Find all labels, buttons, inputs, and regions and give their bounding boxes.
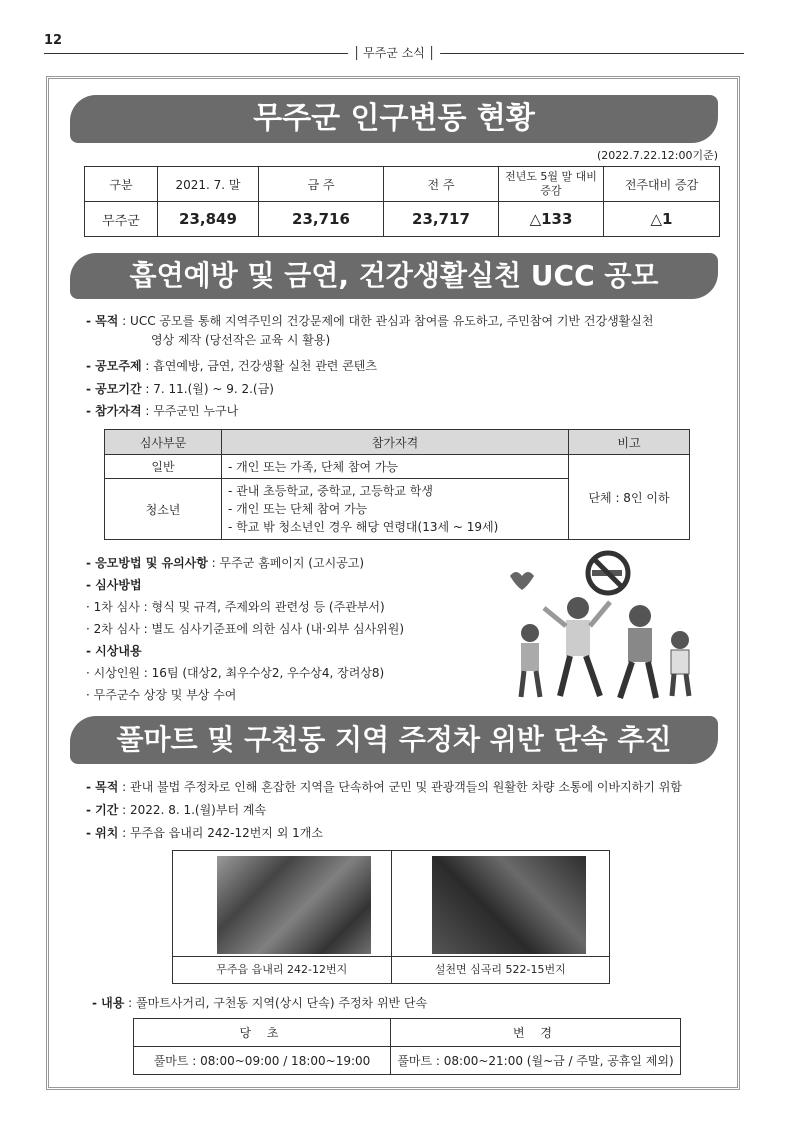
people-illustration [500, 548, 700, 700]
parking-details: - 목적 : 관내 불법 주정차로 인해 혼잡한 지역을 단속하여 군민 및 관광객들의 원활한 차량 소통에 이바지하기 위함 - 기간 : 2022. 8. 1.(월)부터 계속 - 위치 : 무주읍 읍내리 242-12번지 외 1개소 [86, 780, 682, 840]
table-row [85, 167, 720, 202]
table-header: 심사부문 [105, 430, 222, 455]
text: 풀마트사거리, 구천동 지역(상시 단속) 주정차 위반 단속 [136, 996, 428, 1010]
text: 무주군민 누구나 [153, 404, 239, 418]
ucc-table [104, 429, 690, 540]
table-cell: 23,717 [384, 202, 499, 237]
label: 내용 [101, 996, 125, 1010]
population-title: 무주군 인구변동 현황 [70, 95, 718, 143]
ucc-theme: - 공모주제 : 흡연예방, 금연, 건강생활 실천 관련 콘텐츠 [86, 359, 377, 373]
table-row [134, 1019, 681, 1047]
table-cell: 풀마트 : 08:00~09:00 / 18:00~19:00 [134, 1047, 391, 1075]
table-cell [222, 479, 569, 540]
aerial-photo [432, 856, 586, 954]
list-item: - 개인 또는 단체 참여 가능 [228, 502, 368, 516]
aerial-photo [217, 856, 371, 954]
table-header: 금 주 [259, 167, 384, 202]
list-item: · 무주군수 상장 및 부상 수여 [86, 688, 237, 702]
table-cell: △1 [604, 202, 720, 237]
label: 공모기간 [95, 382, 142, 396]
label: 위치 [95, 826, 119, 840]
table-header: 전년도 5월 말 대비 증감 [499, 167, 604, 202]
person-head [671, 631, 689, 649]
list-item: · 2차 심사 : 별도 심사기준표에 의한 심사 (내·외부 심사위원) [86, 622, 405, 636]
table-cell: 23,716 [259, 202, 384, 237]
population-table [84, 166, 720, 237]
table-row [85, 202, 720, 237]
label: 심사방법 [95, 578, 142, 592]
text: UCC 공모를 통해 지역주민의 건강문제에 대한 관심과 참여를 유도하고, 주민참여 기반 건강생활실천 [130, 314, 654, 328]
person-body [566, 620, 590, 656]
table-row [134, 1047, 681, 1075]
table-cell: 단체 : 8인 이하 [569, 455, 690, 540]
person-body [521, 643, 539, 671]
photo-caption: 무주읍 읍내리 242-12번지 [173, 956, 391, 983]
table-cell: 무주군 [85, 202, 158, 237]
table-header: 변 경 [391, 1019, 681, 1047]
text: 영상 제작 (당선작은 교육 시 활용) [151, 333, 331, 347]
parking-title: 풀마트 및 구천동 지역 주정차 위반 단속 추진 [70, 716, 718, 764]
table-header: 당 초 [134, 1019, 391, 1047]
section-name: 무주군 소식 [363, 46, 425, 60]
person-body [628, 628, 652, 662]
table-header: 전주대비 증감 [604, 167, 720, 202]
ucc-title: 흡연예방 및 금연, 건강생활실천 UCC 공모 [70, 253, 718, 299]
heart-icon [510, 572, 534, 590]
label: 공모주제 [95, 359, 142, 373]
location-photos [172, 850, 610, 984]
ucc-eligibility: - 참가자격 : 무주군민 누구나 [86, 404, 239, 418]
list-item: - 학교 밖 청소년인 경우 해당 연령대(13세 ~ 19세) [228, 520, 499, 534]
label: 기간 [95, 803, 119, 817]
table-row [105, 455, 690, 479]
person-head [521, 624, 539, 642]
section-tag [348, 44, 440, 61]
list-item: · 시상인원 : 16팀 (대상2, 최우수상2, 우수상4, 장려상8) [86, 666, 385, 680]
table-header: 참가자격 [222, 430, 569, 455]
label: 참가자격 [95, 404, 142, 418]
table-cell: - 개인 또는 가족, 단체 참여 가능 [222, 455, 569, 479]
table-header: 2021. 7. 말 [158, 167, 259, 202]
text: 관내 불법 주정차로 인해 혼잡한 지역을 단속하여 군민 및 관광객들의 원활한 차량 소통에 이바지하기 위함 [130, 780, 682, 794]
label: 목적 [95, 314, 119, 328]
table-header: 비고 [569, 430, 690, 455]
person-head [567, 597, 589, 619]
table-cell: 풀마트 : 08:00~21:00 (월~금 / 주말, 공휴일 제외) [391, 1047, 681, 1075]
ucc-purpose: - 목적 : UCC 공모를 통해 지역주민의 건강문제에 대한 관심과 참여를 유도하고, 주민참여 기반 건강생활실천 영상 제작 (당선작은 교육 시 활용) [86, 312, 653, 350]
label: 목적 [95, 780, 119, 794]
text: 무주군 홈페이지 (고시공고) [219, 556, 365, 570]
parking-table [133, 1018, 681, 1075]
table-row [105, 430, 690, 455]
table-header: 전 주 [384, 167, 499, 202]
as-of-date: (2022.7.22.12:00기준) [596, 149, 718, 162]
person-head [629, 605, 651, 627]
text: 2022. 8. 1.(월)부터 계속 [130, 803, 267, 817]
photo-cell [392, 851, 610, 983]
no-smoking-icon [588, 553, 628, 593]
ucc-details: - 응모방법 및 유의사항 : 무주군 홈페이지 (고시공고) - 심사방법 · 1차 심사 : 형식 및 규격, 주제와의 관련성 등 (주관부서) · 2차 심사 : 별도 심사기준표에 의한 심사 (내·외부 심사위원) - 시상내용 · 시상인원 : 16팀 (대상2, 최우수상2, 우수상4, 장려상8) · 무주군수 상장 및 부상 수여 [86, 552, 404, 706]
parking-content: - 내용 : 풀마트사거리, 구천동 지역(상시 단속) 주정차 위반 단속 [92, 996, 428, 1010]
text: 흡연예방, 금연, 건강생활 실천 관련 콘텐츠 [153, 359, 377, 373]
photo-caption: 설천면 심곡리 522-15번지 [392, 956, 610, 983]
ucc-period: - 공모기간 : 7. 11.(월) ~ 9. 2.(금) [86, 382, 274, 396]
text: 무주읍 읍내리 242-12번지 외 1개소 [130, 826, 323, 840]
label: 시상내용 [95, 644, 142, 658]
table-cell: 23,849 [158, 202, 259, 237]
table-header: 구분 [85, 167, 158, 202]
table-cell: △133 [499, 202, 604, 237]
photo-cell [173, 851, 392, 983]
text: 7. 11.(월) ~ 9. 2.(금) [153, 382, 274, 396]
person-body [671, 650, 689, 674]
list-item: · 1차 심사 : 형식 및 규격, 주제와의 관련성 등 (주관부서) [86, 600, 385, 614]
page-number: 12 [44, 33, 63, 48]
table-cell: 일반 [105, 455, 222, 479]
label: 응모방법 및 유의사항 [95, 556, 208, 570]
table-cell: 청소년 [105, 479, 222, 540]
list-item: - 관내 초등학교, 중학교, 고등학교 학생 [228, 484, 433, 498]
